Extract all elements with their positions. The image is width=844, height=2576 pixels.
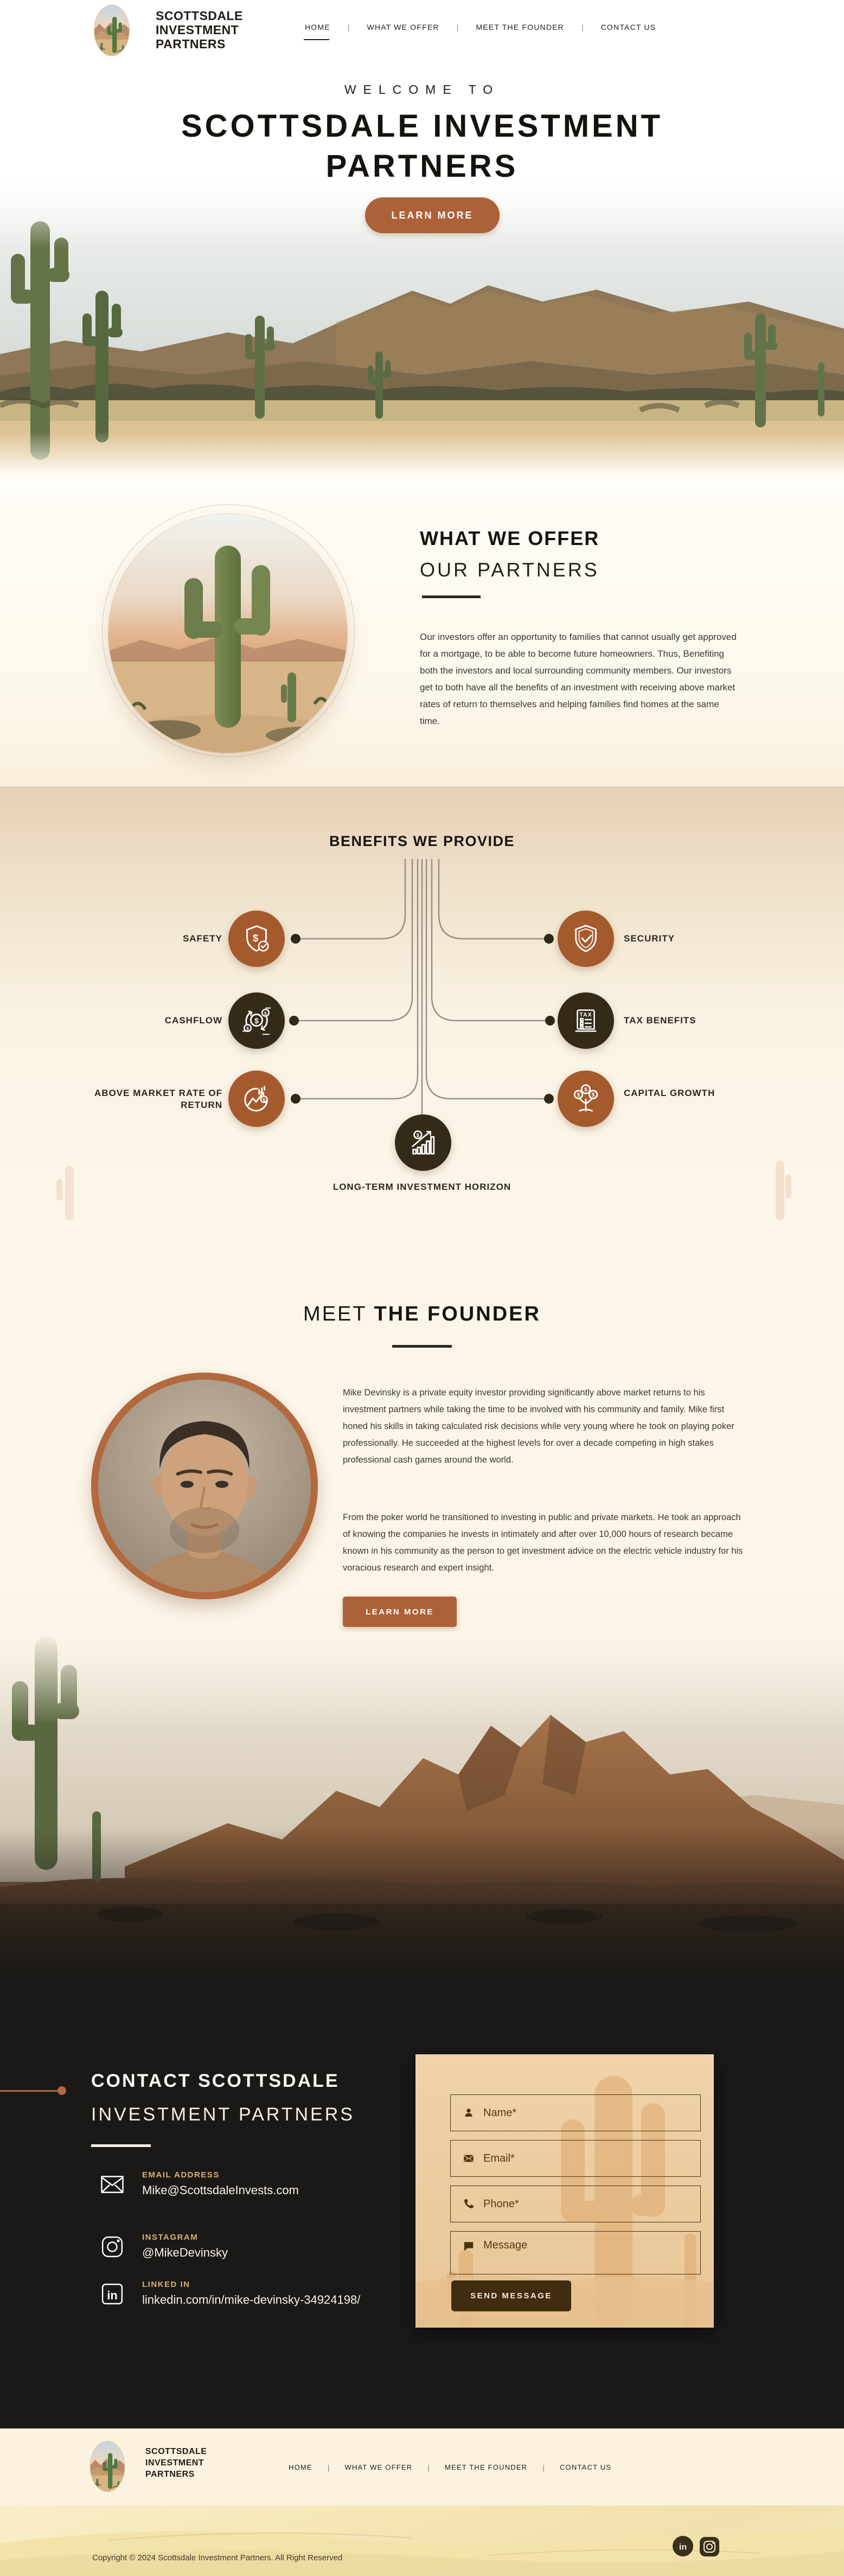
linkedin-icon[interactable] (673, 2536, 693, 2556)
cactus-photo (108, 514, 347, 753)
nav-item-meet-the-founder[interactable]: MEET THE FOUNDER (476, 23, 564, 31)
svg-text:TAX: TAX (579, 1011, 592, 1018)
send-message-button[interactable]: SEND MESSAGE (451, 2280, 571, 2311)
cash-cycle-icon (240, 1004, 273, 1037)
contact-form (415, 2054, 714, 2328)
benefit-label-security: SECURITY (624, 933, 675, 944)
instagram-icon[interactable] (700, 2537, 719, 2556)
what-we-offer-section (0, 477, 844, 786)
svg-text:$: $ (252, 932, 259, 944)
brand-line: INVESTMENT (145, 2458, 204, 2468)
footer-nav-item-meet-the-founder[interactable]: MEET THE FOUNDER (444, 2463, 528, 2471)
brand-line: PARTNERS (156, 37, 226, 51)
footer-nav-item-what-we-offer[interactable]: WHAT WE OFFER (344, 2463, 413, 2471)
money-tree-icon (569, 1082, 603, 1116)
svg-text:$: $ (246, 1026, 249, 1031)
benefit-label-above-market: ABOVE MARKET RATE OF RETURN (94, 1088, 222, 1110)
svg-text:in: in (107, 2288, 118, 2302)
title-underline (422, 595, 481, 598)
svg-text:$: $ (584, 1087, 587, 1093)
svg-text:in: in (679, 2542, 687, 2552)
benefit-circle-security (558, 911, 614, 967)
benefit-circle-above-market (228, 1071, 285, 1127)
nav-item-home[interactable]: HOME (304, 20, 331, 35)
contact-linkedin-value[interactable]: linkedin.com/in/mike-devinsky-34924198/ (142, 2293, 361, 2306)
name-field-wrapper (450, 2094, 701, 2131)
shield-dollar-icon (240, 922, 273, 956)
name-input[interactable] (483, 2107, 700, 2119)
linkedin-icon (98, 2280, 126, 2308)
nav-separator (581, 23, 584, 31)
svg-text:$: $ (416, 1132, 419, 1138)
founder-title-light: MEET (303, 1303, 374, 1325)
meet-the-founder-section (0, 1220, 844, 1632)
accent-line (0, 2090, 61, 2092)
chart-return-icon (240, 1082, 273, 1116)
email-field-wrapper (450, 2140, 701, 2177)
phone-input[interactable] (483, 2198, 700, 2210)
hero-learn-more-button[interactable]: LEARN MORE (365, 197, 500, 233)
offer-title: WHAT WE OFFER (420, 527, 600, 549)
contact-section (0, 2007, 844, 2428)
email-icon (463, 2152, 475, 2164)
brand-line: SCOTTSDALE (156, 9, 243, 23)
accent-dot (57, 2086, 66, 2095)
hero-title-line2: PARTNERS (325, 149, 519, 184)
svg-text:$: $ (591, 1092, 595, 1099)
hero-eyebrow: WELCOME TO (344, 82, 500, 97)
brand-name (156, 9, 243, 51)
brand-name (145, 2446, 207, 2480)
tax-document-icon (569, 1004, 603, 1037)
instagram-icon (98, 2233, 126, 2261)
benefit-label-safety: SAFETY (182, 933, 222, 944)
contact-instagram-value[interactable]: @MikeDevinsky (142, 2246, 228, 2259)
benefit-circle-safety (228, 911, 285, 967)
hero-section (0, 59, 844, 477)
phone-field-wrapper (450, 2186, 701, 2222)
nav-separator (427, 2463, 430, 2472)
contact-subtitle: INVESTMENT PARTNERS (91, 2104, 355, 2125)
hero-title-line1: SCOTTSDALE INVESTMENT (181, 108, 663, 144)
brand-line: SCOTTSDALE (145, 2447, 207, 2456)
contact-title: CONTACT SCOTTSDALE (91, 2071, 340, 2091)
svg-text:$: $ (254, 1016, 259, 1025)
benefit-circle-capital-growth (558, 1071, 614, 1127)
main-nav (304, 20, 657, 35)
message-icon (463, 2240, 475, 2252)
nav-separator (328, 2463, 330, 2472)
offer-subtitle: OUR PARTNERS (420, 559, 599, 581)
founder-portrait-photo (91, 1373, 318, 1599)
founder-title (0, 1303, 844, 1326)
brand-line: INVESTMENT (156, 23, 239, 37)
bottom-bar (0, 2505, 844, 2576)
founder-paragraph-1: Mike Devinsky is a private equity investor providing significantly above market returns to his investment partners while taking the time to be involved with his community and family. Mike first honed his skills in taking calculated risk decisions while very young where he took on playing poker professionally. He succeeded at the highest levels for over a decade competing in high stakes professional cash games around the world. (343, 1387, 734, 1465)
email-input[interactable] (483, 2152, 700, 2165)
contact-instagram-label: INSTAGRAM (142, 2233, 199, 2242)
offer-paragraph: Our investors offer an opportunity to families that cannot usually get approved for a mortgage, to be able to become future homeowners. Thus, Benefiting both the investors and local surrounding community members. Our investors get to both have all the benefits of an investment with receiving above market rates of return to themselves and helping families find homes at the same time. (420, 632, 737, 726)
footer-nav-item-home[interactable]: HOME (289, 2463, 312, 2471)
growth-horizon-icon (406, 1126, 440, 1159)
mountain-landscape-image (0, 1632, 844, 2007)
mountain-landscape-art (0, 1632, 844, 2007)
nav-item-contact-us[interactable]: CONTACT US (600, 23, 656, 31)
benefits-section (0, 786, 844, 1220)
contact-email-value[interactable]: Mike@ScottsdaleInvests.com (142, 2183, 299, 2197)
footer-nav-item-contact-us[interactable]: CONTACT US (559, 2463, 612, 2471)
benefit-label-capital-growth: CAPITAL GROWTH (624, 1088, 715, 1098)
person-icon (463, 2107, 475, 2119)
founder-portrait-art (98, 1380, 311, 1592)
title-underline (392, 1345, 452, 1348)
brand-logo-icon[interactable] (88, 4, 136, 56)
svg-text:$: $ (263, 1097, 265, 1103)
benefit-label-cashflow: CASHFLOW (164, 1015, 222, 1026)
svg-text:$: $ (577, 1092, 580, 1099)
founder-learn-more-button[interactable]: LEARN MORE (343, 1597, 457, 1627)
benefit-circle-cashflow (228, 992, 285, 1049)
message-input[interactable] (483, 2232, 700, 2270)
contact-linkedin-label: LINKED IN (142, 2280, 190, 2289)
benefit-label-tax-benefits: TAX BENEFITS (624, 1015, 696, 1026)
brand-logo-icon[interactable] (89, 2440, 125, 2492)
nav-separator (348, 23, 350, 31)
title-underline (91, 2144, 151, 2147)
benefits-title: BENEFITS WE PROVIDE (329, 833, 515, 849)
footer (0, 2428, 844, 2505)
shield-check-icon (569, 922, 603, 956)
contact-email-label: EMAIL ADDRESS (142, 2170, 220, 2180)
nav-item-what-we-offer[interactable]: WHAT WE OFFER (367, 23, 439, 31)
email-icon (98, 2170, 126, 2199)
message-field-wrapper (450, 2231, 701, 2274)
benefit-label-long-term: LONG-TERM INVESTMENT HORIZON (333, 1182, 511, 1192)
benefit-circle-tax-benefits (558, 992, 614, 1049)
brand-line: PARTNERS (145, 2470, 195, 2479)
svg-text:$: $ (264, 1010, 267, 1016)
founder-paragraph-2: From the poker world he transitioned to investing in public and private markets. He took an approach of knowing the companies he invests in intimately and after over 10,000 hours of research became known in his community as the person to get investment advice on the electric vehicle industry for his voracious research and expert insight. (343, 1512, 743, 1573)
founder-title-bold: THE FOUNDER (374, 1303, 541, 1325)
nav-separator (457, 23, 459, 31)
cactus-photo-art (108, 514, 347, 753)
copyright-text: Copyright © 2024 Scottsdale Investment Partners. All Right Reserved (92, 2553, 343, 2562)
hero-title (0, 106, 844, 187)
benefit-circle-long-term (395, 1114, 451, 1171)
nav-separator (542, 2463, 545, 2472)
header (0, 0, 844, 59)
phone-icon (463, 2198, 475, 2210)
footer-nav (287, 2460, 612, 2475)
